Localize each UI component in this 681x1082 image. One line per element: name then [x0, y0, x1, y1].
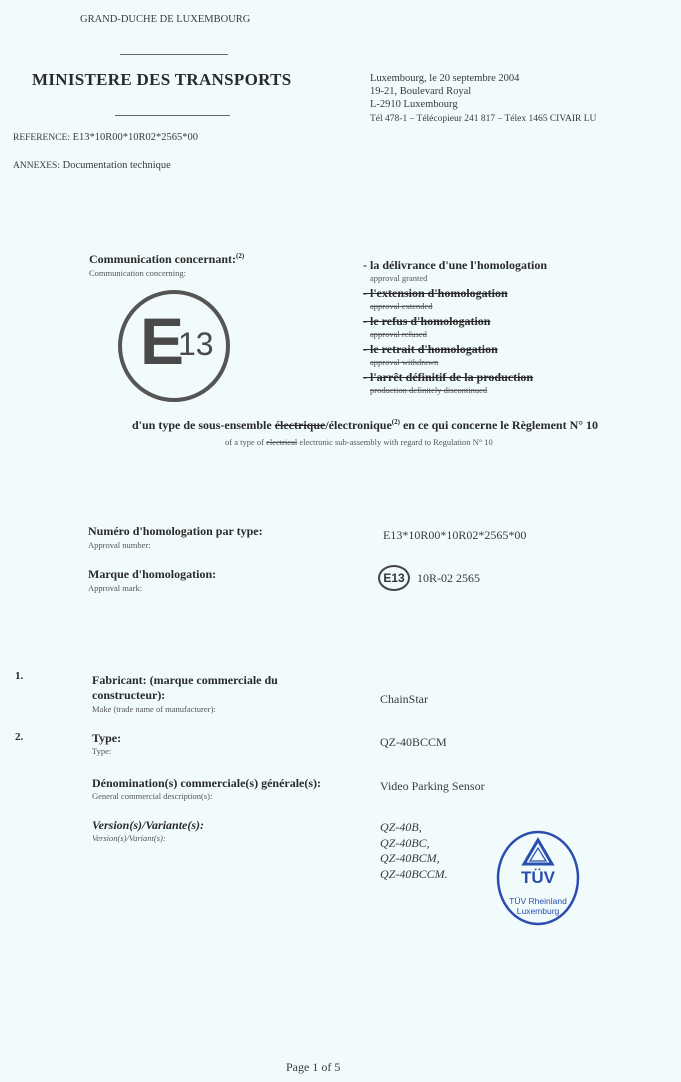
header-divider-bottom: [115, 115, 230, 116]
tuv-brand: TÜV: [521, 868, 555, 887]
subassembly-fr-struck: électrique: [274, 418, 326, 432]
reference-line: [13, 132, 198, 143]
option-text-en: approval withdrawn: [370, 357, 439, 367]
option-text-en: approval refused: [370, 329, 427, 339]
version-item: QZ-40BC,: [380, 835, 430, 850]
approval-number-label-fr: Numéro d'homologation par type:: [88, 524, 263, 538]
option-text-en: approval extended: [370, 301, 433, 311]
make-label-en: Make (trade name of manufacturer):: [92, 704, 216, 714]
description-label-en: General commercial description(s):: [92, 791, 213, 801]
annexes-line: [13, 160, 171, 171]
reference-value: E13*10R00*10R02*2565*00: [72, 132, 199, 143]
subassembly-fr-b: /électronique: [325, 418, 392, 432]
page-number: Page 1 of 5: [286, 1060, 341, 1074]
footnote-mark: (2): [391, 418, 400, 426]
country-heading: GRAND-DUCHE DE LUXEMBOURG: [80, 14, 251, 25]
annexes-value: Documentation technique: [62, 160, 171, 171]
communication-label-en: Communication concerning:: [89, 268, 187, 278]
version-label-en: Version(s)/Variant(s):: [92, 833, 166, 843]
option-prefix: -: [363, 286, 370, 300]
e13-mark-letter: E: [140, 304, 185, 378]
address-street: 19-21, Boulevard Royal: [370, 86, 472, 97]
version-label-fr: Version(s)/Variante(s):: [92, 818, 205, 832]
make-label-fr-2: constructeur):: [92, 688, 166, 702]
e13-approval-mark: [118, 290, 230, 402]
approval-mark-label-en: Approval mark:: [88, 583, 143, 593]
e13-mark-number: 13: [178, 326, 214, 362]
approval-mark-label-fr: Marque d'homologation:: [88, 567, 217, 581]
description-label-fr: Dénomination(s) commerciale(s) générale(s):: [92, 776, 322, 790]
item-number-1: 1.: [15, 670, 24, 682]
communication-label-text: Communication concernant:: [89, 252, 236, 266]
communication-label-fr: [89, 252, 244, 267]
ministry-title: MINISTERE DES TRANSPORTS: [32, 70, 292, 89]
option-withdrawn: [363, 342, 498, 367]
version-item: QZ-40B,: [380, 820, 422, 834]
approval-number-value: E13*10R00*10R02*2565*00: [383, 528, 527, 542]
header-divider-top: [120, 54, 228, 55]
type-label-fr: Type:: [92, 731, 122, 745]
version-list: [380, 820, 448, 882]
subassembly-en-struck: electrical: [266, 437, 298, 447]
annexes-label: ANNEXES:: [13, 161, 60, 171]
option-discontinued: [363, 370, 533, 395]
tuv-line2: Luxemburg: [516, 906, 560, 916]
address-postal: L-2910 Luxembourg: [370, 99, 458, 110]
item-number-2: 2.: [15, 731, 24, 743]
option-granted: [363, 258, 547, 283]
option-text-fr: l'arrêt définitif de la production: [370, 370, 534, 384]
subassembly-line-fr: [132, 418, 598, 433]
tuv-line1: TÜV Rheinland: [509, 896, 567, 906]
reference-label: REFERENCE:: [13, 133, 71, 143]
option-prefix: -: [363, 370, 370, 384]
tuv-stamp: [496, 830, 580, 926]
subassembly-en-b: electronic sub-assembly with regard to Regulation N° 10: [297, 437, 493, 447]
option-text-en: approval granted: [370, 273, 428, 283]
subassembly-en-a: of a type of: [225, 437, 267, 447]
option-text-fr: l'extension d'homologation: [370, 286, 508, 300]
approval-mark-value: 10R-02 2565: [417, 571, 480, 585]
option-text-fr: la délivrance d'une l'homologation: [370, 258, 548, 272]
address-date: Luxembourg, le 20 septembre 2004: [370, 73, 520, 84]
option-prefix: -: [363, 314, 370, 328]
option-text-fr: le refus d'homologation: [370, 314, 491, 328]
make-value: ChainStar: [380, 692, 428, 706]
approval-mark-badge: E13: [378, 565, 410, 591]
subassembly-fr-a: d'un type de sous-ensemble: [132, 418, 275, 432]
option-text-en: production definitely discontinued: [370, 385, 488, 395]
make-label-fr-1: Fabricant: (marque commerciale du: [92, 673, 278, 687]
version-item: QZ-40BCM,: [380, 851, 440, 865]
option-prefix: -: [363, 258, 370, 272]
option-text-fr: le retrait d'homologation: [370, 342, 498, 356]
option-prefix: -: [363, 342, 370, 356]
type-label-en: Type:: [92, 746, 112, 756]
type-value: QZ-40BCCM: [380, 735, 447, 749]
option-extended: [363, 286, 508, 311]
version-item: QZ-40BCCM.: [380, 866, 448, 881]
subassembly-fr-c: en ce qui concerne le Règlement N° 10: [399, 418, 599, 432]
description-value: Video Parking Sensor: [380, 779, 485, 793]
subassembly-line-en: [225, 437, 493, 447]
approval-number-label-en: Approval number:: [88, 540, 151, 550]
option-refused: [363, 314, 490, 339]
footnote-mark: (2): [236, 252, 245, 260]
address-phones: Tél 478-1 – Télécopieur 241 817 – Télex 1465 CIVAIR LU: [370, 114, 597, 124]
